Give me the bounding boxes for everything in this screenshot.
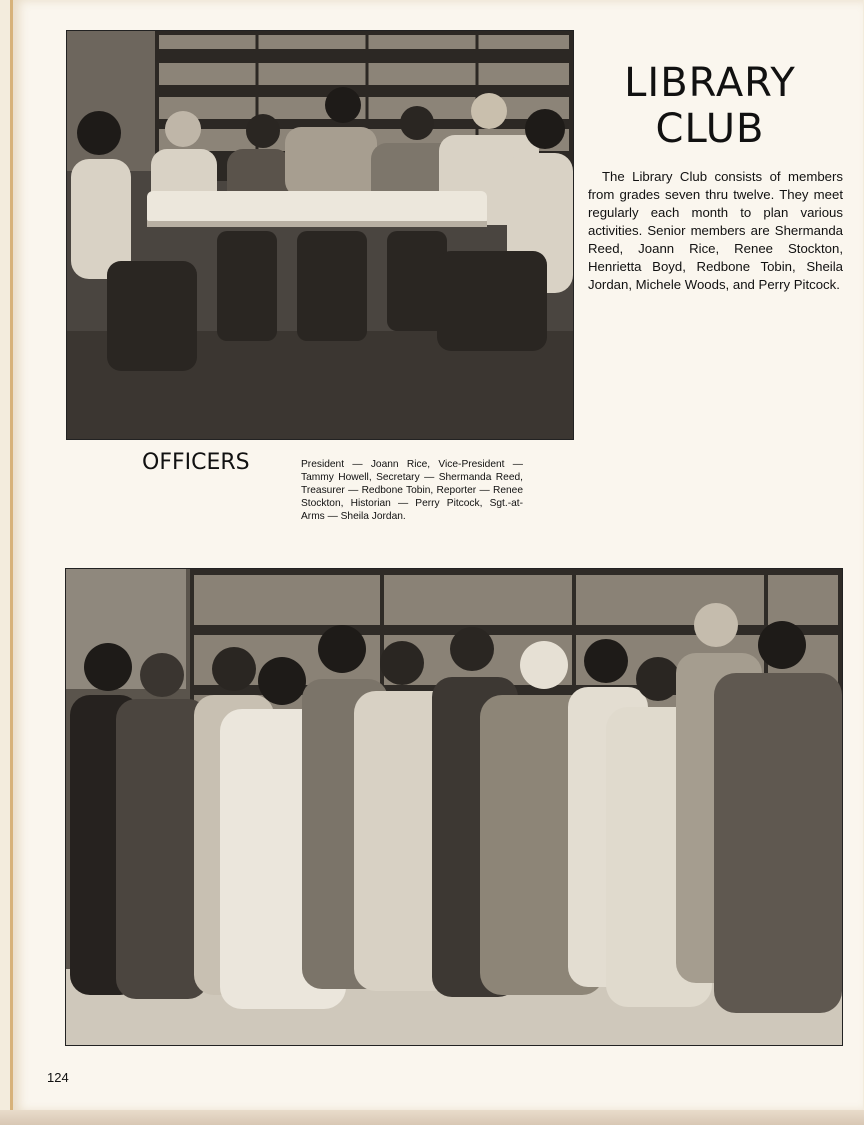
page-bottom-edge (0, 1110, 864, 1125)
officers-list: President — Joann Rice, Vice-President — Tammy Howell, Secretary — Shermanda Reed, Treasurer — Redbone Tobin, Reporter — Renee Stockton, Historian — Perry Pitcock, Sgt.-at-Arms — Sheila Jordan. (301, 459, 523, 522)
page-title: LIBRARY CLUB (624, 60, 796, 152)
intro-paragraph: The Library Club consists of members from grades seven thru twelve. They meet regularly each month to plan various activities. Senior members are Shermanda Reed, Joann Rice, Renee Stockton, Henrietta Boyd, Redbone Tobin, Sheila Jordan, Michele Woods, and Perry Pitcock. (588, 169, 843, 292)
club-seated-photo (66, 30, 574, 440)
page-number: 124 (47, 1070, 69, 1085)
officers-heading: OFFICERS (142, 450, 250, 475)
club-group-photo (65, 568, 843, 1046)
